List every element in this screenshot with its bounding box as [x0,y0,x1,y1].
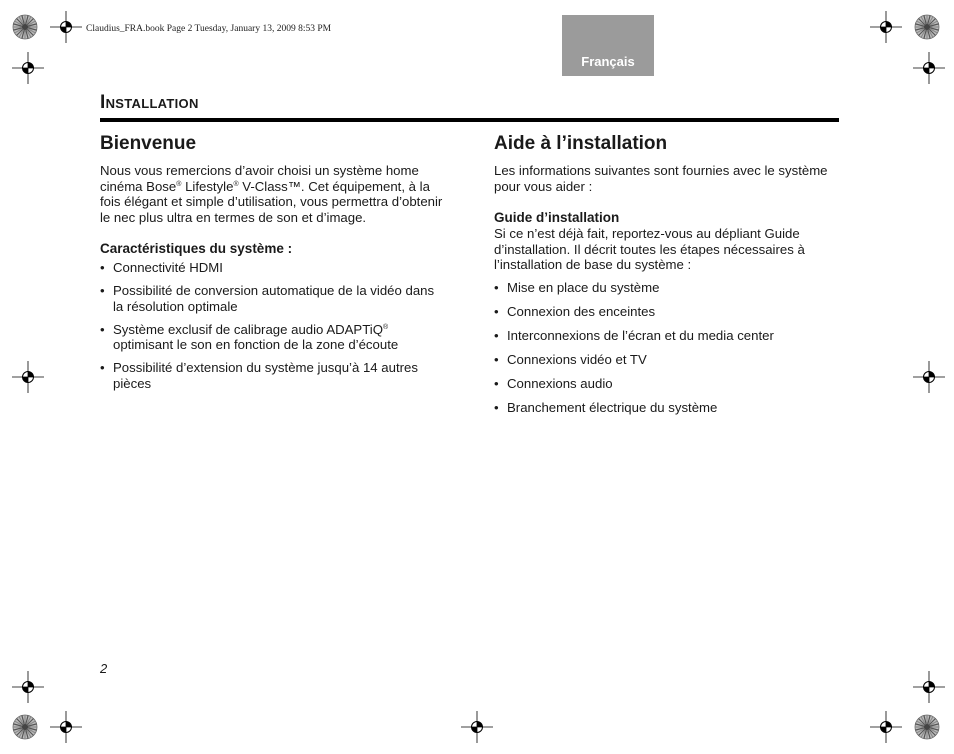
registration-mark-icon [11,51,45,85]
aide-heading: Aide à l’installation [494,133,668,154]
intro-part-b: Lifestyle [181,178,234,194]
intro-part-c: V-Class™. Cet équipement, à la fois élégant et simple d’utilisation, vous permettra d’obtenir le nec plus ultra en termes de son et d’image. [100,178,443,225]
step-text: Connexions audio [507,375,613,391]
step-text: Branchement électrique du système [507,399,718,415]
registered-mark: ® [233,180,239,188]
feature-text-continued: optimisant le son en fonction de la zone d’écoute [113,337,399,352]
bullet: • [494,351,499,367]
list-item [100,283,445,314]
bienvenue-section [100,133,445,399]
guide-text: Si ce n’est déjà fait, reportez-vous au dépliant Guide d’installation. Il décrit toutes les étapes nécessaires à l’installation de base du système : [494,226,805,272]
print-header: Claudius_FRA.book Page 2 Tuesday, January 13, 2009 8:53 PM [86,24,332,34]
steps-list [494,280,839,416]
language-tab [562,15,654,76]
registered-mark: ® [176,180,182,188]
list-item [494,352,839,368]
registration-mark-icon [11,670,45,704]
registration-mark-icon [912,670,946,704]
page-number: 2 [100,661,108,676]
bullet: • [494,279,499,295]
feature-text: Possibilité de conversion automatique de la vidéo dans la résolution optimale [113,283,435,314]
bullet: • [100,260,105,275]
registration-mark-icon [11,360,45,394]
list-item [494,376,839,392]
registration-mark-icon [49,10,83,44]
features-list [100,260,445,391]
rosette-icon [914,714,940,740]
language-tab-label: Français [581,54,635,69]
step-text: Mise en place du système [507,279,660,295]
intro-part-a: Nous vous remercions d’avoir choisi un système home cinéma Bose [100,163,419,194]
registration-mark-icon [912,360,946,394]
registration-mark-icon [869,10,903,44]
registration-mark-icon [49,710,83,744]
bullet: • [494,399,499,415]
list-item [100,360,445,391]
bullet: • [100,360,105,375]
list-item [494,280,839,296]
bienvenue-intro [100,163,445,225]
bullet: • [100,283,105,298]
feature-text: Possibilité d’extension du système jusqu’à 14 autres pièces [113,360,418,391]
bullet: • [494,327,499,343]
registered-mark: ® [382,323,389,331]
feature-text: Système exclusif de calibrage audio ADAPTiQ [113,321,383,337]
rosette-icon [914,14,940,40]
list-item [494,400,839,416]
registration-mark-icon [912,51,946,85]
bullet: • [494,303,499,319]
features-heading: Caractéristiques du système : [100,241,293,256]
list-item [494,304,839,320]
registration-mark-icon [460,710,494,744]
list-item [494,328,839,344]
feature-text: Connectivité HDMI [113,260,223,275]
registration-mark-icon [869,710,903,744]
page-title: Installation [100,92,199,113]
step-text: Interconnexions de l’écran et du media center [507,327,774,343]
bienvenue-heading: Bienvenue [100,133,197,154]
bullet: • [494,375,499,391]
list-item [100,322,445,353]
aide-section [494,133,839,424]
bullet: • [100,321,105,337]
step-text: Connexions vidéo et TV [507,351,647,367]
title-rule [100,118,839,122]
aide-intro: Les informations suivantes sont fournies avec le système pour vous aider : [494,163,828,194]
rosette-icon [12,714,38,740]
rosette-icon [12,14,38,40]
list-item [100,260,445,276]
step-text: Connexion des enceintes [507,303,656,319]
guide-heading: Guide d’installation [494,210,620,225]
